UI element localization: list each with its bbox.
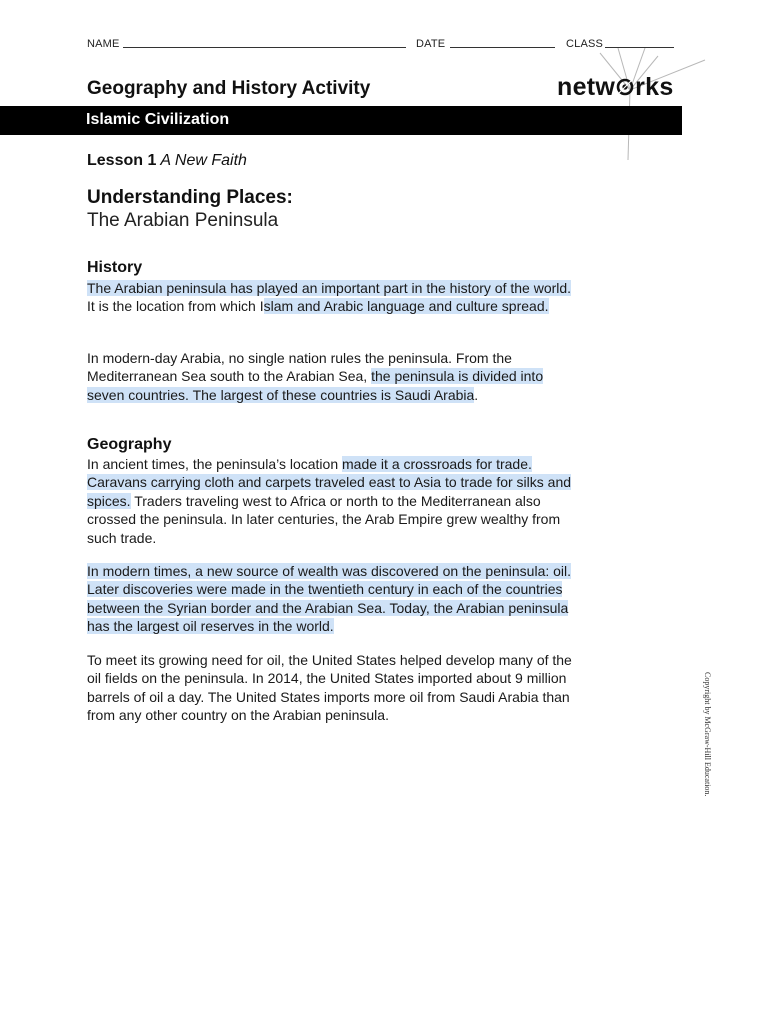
section-heading: Understanding Places: xyxy=(87,187,293,208)
geography-heading: Geography xyxy=(87,436,172,453)
highlighted-text: In modern times, a new source of wealth was discovered on the peninsula: oil. Later discoveries were made in the twentieth century in each of the countries between the Syrian border and the Arabian Sea. Today, the Arabian peninsula has the largest oil reserves in the world. xyxy=(87,563,572,635)
date-field-line[interactable] xyxy=(450,47,555,48)
lesson-number: Lesson 1 xyxy=(87,152,157,169)
chapter-banner xyxy=(0,106,682,135)
history-paragraph-2: In modern-day Arabia, no single nation rules the peninsula. From the Mediterranean Sea south to the Arabian Sea, the peninsula is divided into seven countries. The largest of these countries is Saudi Arabia. xyxy=(87,350,544,403)
activity-title: Geography and History Activity xyxy=(87,78,371,99)
highlighted-text: slam and Arabic language and culture spread. xyxy=(263,298,549,315)
history-heading: History xyxy=(87,259,143,276)
geography-paragraph-3: To meet its growing need for oil, the United States helped develop many of the oil fields on the peninsula. In 2014, the United States imported about 9 million barrels of oil a day. The United States imports more oil from Saudi Arabia than from any other country on the Arabian peninsula. xyxy=(87,652,572,724)
class-label: CLASS xyxy=(566,38,604,50)
section-subheading: The Arabian Peninsula xyxy=(87,210,279,231)
geography-paragraph-1: In ancient times, the peninsula’s location made it a crossroads for trade. Caravans carrying cloth and carpets traveled east to Asia to trade for silks and spices. Traders traveling west to Africa or north to the Mediterranean also crossed the peninsula. In later centuries, the Arab Empire grew wealthy from such trade. xyxy=(87,456,572,546)
lesson-title: A New Faith xyxy=(160,152,247,169)
highlighted-text: The Arabian peninsula has played an important part in the history of the world. xyxy=(87,280,572,296)
chapter-title: Islamic Civilization xyxy=(86,111,230,128)
highlighted-text: the peninsula is divided into seven countries. The largest of these countries is Saudi Arabia xyxy=(87,368,544,403)
copyright-notice: Copyright by McGraw-Hill Education. xyxy=(703,672,712,797)
history-paragraph-1: The Arabian peninsula has played an important part in the history of the world. It is the location from which Islam and Arabic language and culture spread. xyxy=(87,280,572,315)
networks-logo: netw rks xyxy=(557,73,674,101)
date-label: DATE xyxy=(416,38,446,50)
name-label: NAME xyxy=(87,38,120,50)
lesson-line xyxy=(87,152,247,170)
highlighted-text: made it a crossroads for trade. Caravans carrying cloth and carpets traveled east to Asia to trade for silks and spices. xyxy=(87,456,572,509)
geography-paragraph-2 xyxy=(87,562,572,636)
globe-icon xyxy=(616,78,634,96)
name-field-line[interactable] xyxy=(123,47,406,48)
